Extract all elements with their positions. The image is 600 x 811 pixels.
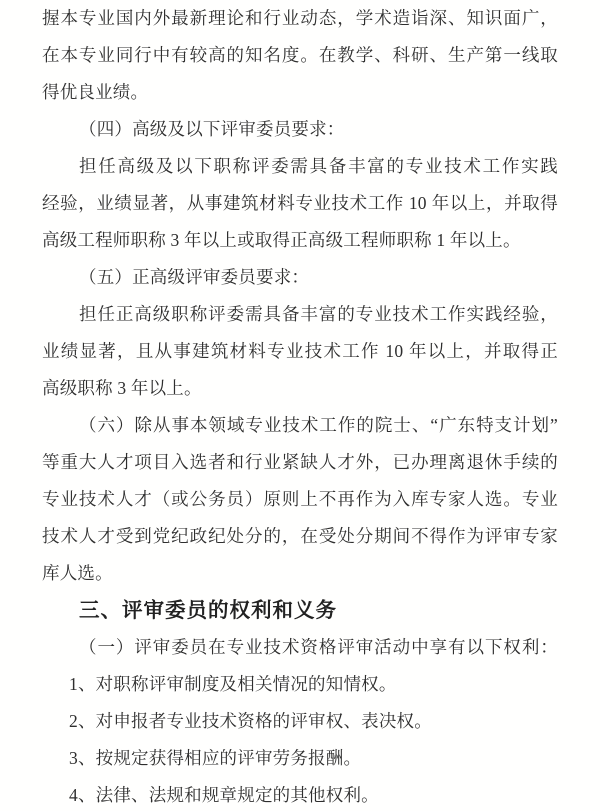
text-line: 高级职称 3 年以上。	[42, 378, 202, 398]
text-line: 经验，业绩显著，从事建筑材料专业技术工作 10 年以上，并取得	[42, 193, 558, 213]
text-line: 担任正高级职称评委需具备丰富的专业技术工作实践经验，	[79, 304, 558, 324]
text-line: 担任高级及以下职称评委需具备丰富的专业技术工作实践	[79, 156, 558, 176]
text-line: 在本专业同行中有较高的知名度。在教学、科研、生产第一线取	[42, 45, 558, 65]
numbered-item-2: 2、对申报者专业技术资格的评审权、表决权。	[69, 711, 432, 731]
item-4-heading-line: （四）高级及以下评审委员要求：	[79, 119, 345, 139]
text-line: 得优良业绩。	[42, 82, 149, 102]
item-6-start-line: （六）除从事本领域专业技术工作的院士、“广东特支计划”	[79, 415, 558, 435]
document-text-block	[42, 0, 558, 811]
text-line: 专业技术人才（或公务员）原则上不再作为入库专家人选。专业	[42, 489, 558, 509]
text-line: 等重大人才项目入选者和行业紧缺人才外，已办理离退休手续的	[42, 452, 558, 472]
text-line: 库人选。	[42, 563, 113, 583]
text-line: 握本专业国内外最新理论和行业动态，学术造诣深、知识面广，	[42, 8, 558, 28]
numbered-item-1: 1、对职称评审制度及相关情况的知情权。	[69, 674, 397, 694]
text-line: 高级工程师职称 3 年以上或取得正高级工程师职称 1 年以上。	[42, 230, 521, 250]
numbered-item-4: 4、法律、法规和规章规定的其他权利。	[69, 785, 379, 805]
text-line: 技术人才受到党纪政纪处分的，在受处分期间不得作为评审专家	[42, 526, 558, 546]
numbered-item-3: 3、按规定获得相应的评审劳务报酬。	[69, 748, 362, 768]
section-3-heading: 三、评审委员的权利和义务	[79, 599, 337, 622]
subsection-1-heading-line: （一）评审委员在专业技术资格评审活动中享有以下权利：	[79, 637, 558, 657]
item-5-heading-line: （五）正高级评审委员要求：	[79, 267, 310, 287]
text-line: 业绩显著，且从事建筑材料专业技术工作 10 年以上，并取得正	[42, 341, 558, 361]
